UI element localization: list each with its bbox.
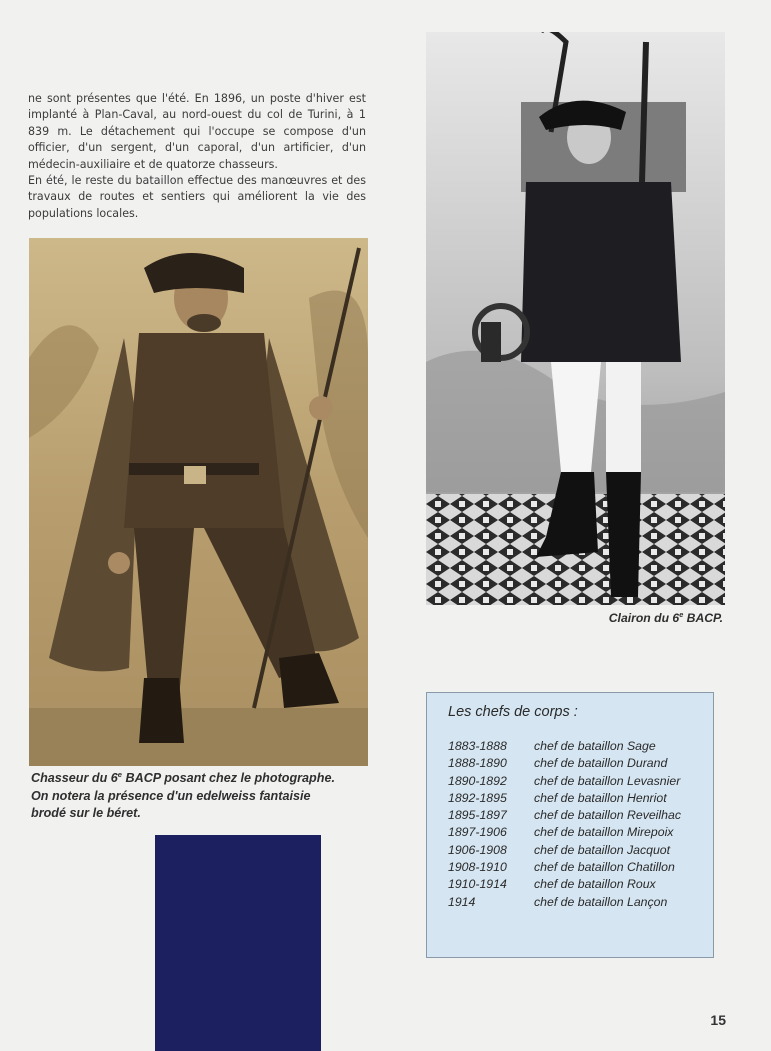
chef-name: chef de bataillon Chatillon: [534, 860, 675, 875]
chef-name: chef de bataillon Durand: [534, 756, 668, 771]
chef-years: 1883-1888: [448, 739, 507, 753]
chef-row: [448, 755, 681, 772]
intro-text: [28, 91, 366, 222]
chef-name: chef de bataillon Roux: [534, 877, 656, 892]
chef-years: 1906-1908: [448, 842, 507, 857]
chef-years: 1910-1914: [448, 877, 507, 892]
chef-name: chef de bataillon Sage: [534, 739, 656, 753]
chasseur-caption: [31, 770, 371, 823]
chef-name: chef de bataillon Levasnier: [534, 773, 681, 788]
chef-row: [448, 894, 681, 911]
clairon-caption: Clairon du 6e BACP.: [608, 609, 723, 625]
caption-line: brodé sur le béret.: [31, 806, 141, 820]
page-number: 15: [710, 1012, 726, 1028]
chef-years: 1890-1892: [448, 773, 507, 788]
chef-years: 1892-1895: [448, 790, 507, 805]
chef-years: 1914: [448, 894, 476, 909]
chef-row: [448, 859, 681, 876]
caption-line: On notera la présence d'un edelweiss fantaisie: [31, 788, 311, 803]
caption-line: Chasseur du 6e BACP posant chez le photographe.: [31, 769, 335, 785]
chef-years: 1888-1890: [448, 756, 507, 771]
chefs-title: Les chefs de corps :: [448, 704, 578, 720]
chef-years: 1895-1897: [448, 808, 507, 823]
chefs-list: [448, 738, 681, 911]
chef-name: chef de bataillon Henriot: [534, 790, 667, 805]
chef-row: [448, 876, 681, 893]
chefs-de-corps-box: [426, 692, 714, 958]
navy-decorative-block: [155, 835, 321, 1051]
chef-name: chef de bataillon Mirepoix: [534, 825, 674, 840]
chef-row: [448, 773, 681, 790]
chef-name: chef de bataillon Reveilhac: [534, 808, 681, 823]
intro-paragraph: ne sont présentes que l'été. En 1896, un poste d'hiver est implanté à Plan-Caval, au nord-ouest du col de Turini, à 1 839 m. Le détachement qui l'occupe se compose d'un officier, d'un sergent, d'un caporal, d'un artificier, d'un médecin-auxiliaire et de quatorze chasseurs.: [28, 92, 366, 171]
chef-row: [448, 790, 681, 807]
chef-row: [448, 807, 681, 824]
intro-paragraph: En été, le reste du bataillon effectue des manœuvres et des travaux de routes et sentiers qui améliorent la vie des populations locales.: [28, 174, 366, 220]
chef-name: chef de bataillon Jacquot: [534, 842, 671, 857]
chef-years: 1897-1906: [448, 825, 507, 840]
chef-row: [448, 824, 681, 841]
chef-row: [448, 738, 681, 755]
chef-years: 1908-1910: [448, 860, 507, 875]
clairon-photo: [426, 32, 725, 605]
chef-name: chef de bataillon Lançon: [534, 894, 668, 909]
chef-row: [448, 842, 681, 859]
chasseur-photo: [29, 238, 368, 766]
